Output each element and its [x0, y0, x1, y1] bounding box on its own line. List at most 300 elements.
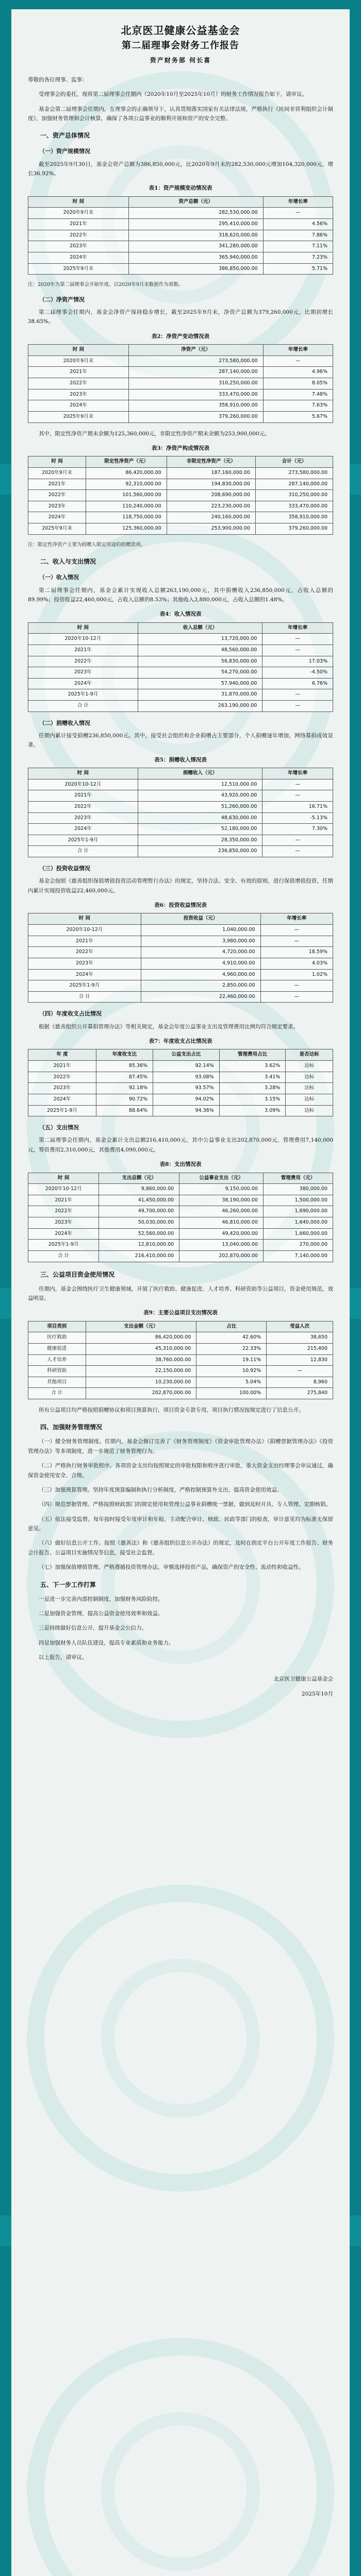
table-row	[28, 263, 333, 275]
plan-item: 三是持续做好信息公开，提升基金会公信力。	[39, 1625, 147, 1632]
data-table	[28, 622, 333, 712]
table-row	[28, 1217, 333, 1229]
table-cell: 2023年	[28, 389, 129, 400]
table-cell: 94.36%	[153, 1105, 220, 1116]
section-heading: 四、加强财务管理情况	[40, 1423, 103, 1431]
document-sheet	[11, 9, 350, 2576]
column-header: 收入总额（元）	[138, 622, 262, 634]
table-cell: 208,690,000.00	[167, 490, 255, 501]
table-cell: -4.50%	[262, 667, 333, 679]
column-header: 资产总额（元）	[128, 196, 263, 208]
table-cell: 2021年	[28, 367, 129, 378]
table-cell: 216,410,000.00	[99, 1250, 179, 1262]
table-cell: —	[262, 846, 333, 857]
table-cell: 达标	[286, 1094, 333, 1105]
table-cell: 2021年	[28, 936, 141, 947]
column-header: 年 度	[28, 1049, 96, 1061]
table-cell: 22.33%	[196, 1343, 267, 1354]
data-table	[28, 1049, 333, 1116]
table-header-row	[28, 456, 333, 468]
table-row	[28, 634, 333, 645]
table-cell: 2024年	[28, 252, 129, 263]
table-row	[28, 1061, 333, 1072]
table-cell: 2023年	[28, 1217, 99, 1229]
table-row	[28, 490, 333, 501]
table-cell: 358,910,000.00	[128, 400, 263, 412]
table-cell: 2021年	[28, 479, 86, 490]
table-cell: 2025年1-9月	[28, 835, 138, 846]
table-cell: 2020年10-12月	[28, 1184, 99, 1195]
table-cell: 54,270,000.00	[138, 667, 262, 679]
table-cell: —	[262, 701, 333, 712]
table-cell: 310,250,000.00	[256, 490, 333, 501]
column-header: 支出总额（元）	[99, 1173, 179, 1184]
table-cell: 38,760,000.00	[86, 1354, 196, 1366]
table-row	[28, 1343, 333, 1354]
table-row	[28, 1354, 333, 1366]
subsection-heading: （二）净资产情况	[39, 296, 85, 303]
table-cell: 科研资助	[28, 1366, 86, 1377]
table-row	[28, 1228, 333, 1240]
table-cell: 3,980,000.00	[141, 936, 260, 947]
column-header: 年增长率	[263, 345, 333, 356]
table-row	[28, 645, 333, 656]
table-cell: 1,660,000.00	[263, 1228, 333, 1240]
table-cell: 57,940,000.00	[138, 678, 262, 689]
table-cell: 295,410,000.00	[128, 219, 263, 230]
table-cell: 341,280,000.00	[128, 241, 263, 252]
table-cell: 48,630,000.00	[138, 812, 262, 824]
intro-paragraph: 受理事会的委托，现将第二届理事会任期内（2020年10月至2025年10月）的财务工作情况报告如下，请审议。	[39, 91, 308, 98]
table-header-row	[28, 913, 333, 925]
table-row	[28, 656, 333, 667]
column-header: 公益支出占比	[153, 1049, 220, 1061]
table-row	[28, 1206, 333, 1217]
table-cell: 2021年	[28, 645, 138, 656]
table-cell: 2024年	[28, 678, 138, 689]
table-cell: —	[262, 835, 333, 846]
section-heading: 五、下一步工作打算	[40, 1581, 96, 1588]
measure-item: （六）做好信息公开工作。按照《慈善法》和《慈善组织信息公开办法》的规定，及时在指定平台公开年度工作报告、财务会计报告、公益项目实施情况等信息，接受社会监督。	[28, 1540, 333, 1556]
subsection-heading: （二）捐赠收入情况	[39, 719, 90, 726]
body-paragraph: 其中，限定性净资产期末余额为125,360,000元，非限定性净资产期末余额为253,900,000元。	[39, 430, 270, 437]
table-note: 注：2020年为第二届理事会开始年度，以2020年9月末数据作为基数。	[28, 282, 184, 288]
table-row	[28, 208, 333, 219]
table-row	[28, 219, 333, 230]
table-cell: 2022年	[28, 490, 86, 501]
data-table	[28, 196, 333, 275]
table-row	[28, 389, 333, 400]
table-cell: 1,040,000.00	[141, 925, 260, 936]
table-row	[28, 1332, 333, 1344]
column-header: 捐赠收入（元）	[138, 768, 262, 779]
table-cell: 2025年1-9月	[28, 980, 141, 992]
table-row	[28, 378, 333, 389]
table-cell: 223,230,000.00	[167, 501, 255, 512]
table-cell: 125,360,000.00	[86, 523, 167, 535]
table-cell: 110,240,000.00	[86, 501, 167, 512]
table-cell: 5.04%	[196, 1377, 267, 1388]
body-paragraph: 所有公益项目均严格按照捐赠协议和项目预算执行，项目资金专款专用，项目执行情况按规定进行了信息公开。	[39, 1407, 304, 1414]
table-cell: 49,420,000.00	[179, 1228, 264, 1240]
table-header-row	[28, 345, 333, 356]
table-row	[28, 1377, 333, 1388]
table-cell: 43,920,000.00	[138, 790, 262, 802]
doc-title-report: 第二届理事会财务工作报告	[122, 40, 239, 51]
table-cell: 2024年	[28, 1228, 99, 1240]
table-cell: 2023年	[28, 241, 129, 252]
table-cell: 49,700,000.00	[99, 1206, 179, 1217]
column-header: 管理费用占比	[219, 1049, 286, 1061]
table-cell: 16.71%	[262, 801, 333, 812]
column-header: 时 间	[28, 622, 138, 634]
column-header: 投资收益（元）	[141, 913, 260, 925]
table-cell: 3.28%	[219, 1083, 286, 1094]
table-cell: —	[263, 355, 333, 367]
table-cell: 7,140,000.00	[263, 1250, 333, 1262]
table-cell: 2021年	[28, 1061, 96, 1072]
signature-date: 2025年10月	[301, 1690, 333, 1697]
table-row	[28, 846, 333, 857]
table-cell: 13,720,000.00	[138, 634, 262, 645]
table-cell: 人才培养	[28, 1354, 86, 1366]
table-cell: 2025年1-9月	[28, 1105, 96, 1116]
table-cell: —	[262, 634, 333, 645]
table-cell: 2025年1-9月	[28, 1240, 99, 1251]
table-cell: 202,870,000.00	[179, 1250, 264, 1262]
column-header: 时 间	[28, 913, 141, 925]
table-row	[28, 1366, 333, 1377]
table-cell: 2022年	[28, 1072, 96, 1083]
column-header: 时 间	[28, 345, 129, 356]
subsection-heading: （四）年度收支占比情况	[39, 1010, 102, 1018]
table-row	[28, 969, 333, 980]
watermark-logo	[27, 1885, 334, 2192]
column-header: 年增长率	[262, 622, 333, 634]
table-note: 注：限定性净资产主要为捐赠人限定用途的捐赠款项。	[28, 541, 146, 548]
table-row	[28, 801, 333, 812]
table-row	[28, 1105, 333, 1116]
table-cell: 236,850,000.00	[138, 846, 262, 857]
table-cell: 12,830	[267, 1354, 333, 1366]
column-header: 管理费用（元）	[263, 1173, 333, 1184]
table-cell: 4,720,000.00	[141, 947, 260, 958]
table-cell: 2022年	[28, 801, 138, 812]
table-cell: 38,190,000.00	[179, 1195, 264, 1206]
body-paragraph: 第二届理事会任期内，基金会累计支出总额216,410,000元，其中公益事业支出202,870,000元，管理费用7,140,000元，筹资费用2,310,000元，其他费用4,090,000元。	[28, 1137, 333, 1153]
table-row	[28, 1083, 333, 1094]
table-caption: 表1：资产规模变动情况表	[149, 185, 212, 192]
table-cell: 2024年	[28, 824, 138, 835]
doc-author: 资产财务部 何长喜	[150, 56, 211, 64]
table-cell: 100.00%	[196, 1388, 267, 1399]
table-cell: 263,190,000.00	[138, 701, 262, 712]
table-row	[28, 925, 333, 936]
table-row	[28, 689, 333, 701]
column-header: 年增长率	[262, 768, 333, 779]
table-cell: 42.60%	[196, 1332, 267, 1344]
table-caption: 表9：主要公益项目支出情况表	[143, 1310, 218, 1316]
table-cell: 8,960	[267, 1377, 333, 1388]
table-cell: 2020年10-12月	[28, 925, 141, 936]
body-paragraph: 截至2025年9月30日，基金会资产总额为386,850,000元，比2020年9月末的282,530,000元增加104,320,000元，增长36.92%。	[28, 161, 333, 177]
table-cell: —	[267, 1366, 333, 1377]
table-cell: 4,910,000.00	[141, 958, 260, 969]
table-cell: 2025年1-9月	[28, 689, 138, 701]
table-cell: 7.23%	[263, 252, 333, 263]
table-cell: 12,510,000.00	[138, 779, 262, 790]
column-header: 支出金额（元）	[86, 1321, 196, 1332]
table-row	[28, 1195, 333, 1206]
table-row	[28, 1240, 333, 1251]
table-cell: 118,750,000.00	[86, 512, 167, 523]
table-cell: 3.09%	[219, 1105, 286, 1116]
table-cell: 合 计	[28, 1388, 86, 1399]
column-header: 是否达标	[286, 1049, 333, 1061]
table-cell: 52,180,000.00	[138, 824, 262, 835]
signature-org: 北京医卫健康公益基金会	[273, 1676, 333, 1683]
table-cell: 5.71%	[263, 263, 333, 275]
table-cell: 310,250,000.00	[128, 378, 263, 389]
table-cell: 2020年9月末	[28, 208, 129, 219]
table-cell: 202,870,000.00	[86, 1388, 196, 1399]
table-cell: 92,310,000.00	[86, 479, 167, 490]
table-cell: —	[262, 689, 333, 701]
table-cell: 达标	[286, 1083, 333, 1094]
table-cell: 22,150,000.00	[86, 1366, 196, 1377]
table-cell: 85.36%	[96, 1061, 153, 1072]
closing-line: 以上报告，请审议。	[39, 1654, 88, 1661]
table-cell: 93.57%	[153, 1083, 220, 1094]
table-cell: 2020年10-12月	[28, 779, 138, 790]
measure-item: （七）加强保值增值管理。严格遵循投资管理办法，审慎选择投资产品，确保资产的安全性、流动性和收益性。	[39, 1564, 304, 1571]
table-row	[28, 958, 333, 969]
table-cell: 2,850,000.00	[141, 980, 260, 992]
table-cell: 253,900,000.00	[167, 523, 255, 535]
table-row	[28, 678, 333, 689]
table-cell: 88.64%	[96, 1105, 153, 1116]
table-cell: 6.76%	[262, 678, 333, 689]
table-cell: 4,960,000.00	[141, 969, 260, 980]
table-cell: 2021年	[28, 790, 138, 802]
subsection-heading: （三）投资收益情况	[39, 865, 90, 872]
table-cell: 2022年	[28, 656, 138, 667]
table-header-row	[28, 1049, 333, 1061]
data-table	[28, 768, 333, 857]
table-row	[28, 411, 333, 422]
table-cell: 90.72%	[96, 1094, 153, 1105]
column-header: 时 间	[28, 768, 138, 779]
table-cell: 健康促进	[28, 1343, 86, 1354]
table-cell: 46,260,000.00	[179, 1206, 264, 1217]
table-cell: 7.30%	[262, 824, 333, 835]
table-cell: 52,560,000.00	[99, 1228, 179, 1240]
table-cell: 2024年	[28, 512, 86, 523]
table-caption: 表8：支出情况表	[159, 1161, 202, 1168]
table-cell: 2022年	[28, 947, 141, 958]
table-row	[28, 523, 333, 535]
table-cell: 2020年10-12月	[28, 634, 138, 645]
table-caption: 表5：捐赠收入情况表	[154, 756, 207, 763]
section-heading: 一、资产总体情况	[40, 132, 90, 140]
table-row	[28, 1250, 333, 1262]
table-cell: 13,040,000.00	[179, 1240, 264, 1251]
table-cell: 318,620,000.00	[128, 230, 263, 241]
table-caption: 表4：收入情况表	[159, 611, 202, 618]
table-cell: 7.11%	[263, 241, 333, 252]
intro-paragraph: 基金会第二届理事会任期内，在理事会的正确领导下，认真贯彻落实国家有关法律法规，严格执行《民间非营利组织会计制度》，加强财务管理和会计核算，确保了各项公益事业的顺利开展和资产的安全完整。	[28, 106, 333, 122]
table-caption: 表7：年度收支占比情况表	[149, 1038, 212, 1045]
table-cell: 2020年9月末	[28, 355, 129, 367]
column-header: 净资产（元）	[128, 345, 263, 356]
table-row	[28, 512, 333, 523]
table-cell: 8.05%	[263, 378, 333, 389]
subsection-heading: （一）资产规模情况	[39, 148, 90, 155]
table-cell: 合 计	[28, 701, 138, 712]
column-header: 年度收支比	[96, 1049, 153, 1061]
table-row	[28, 701, 333, 712]
table-cell: -5.13%	[262, 812, 333, 824]
table-cell: 56,830,000.00	[138, 656, 262, 667]
table-cell: —	[260, 991, 333, 1003]
column-header: 时 间	[28, 1173, 99, 1184]
table-row	[28, 252, 333, 263]
table-cell: 92.18%	[96, 1083, 153, 1094]
table-row	[28, 991, 333, 1003]
table-row	[28, 779, 333, 790]
table-cell: 93.08%	[153, 1072, 220, 1083]
table-row	[28, 1094, 333, 1105]
table-row	[28, 812, 333, 824]
table-cell: 19.11%	[196, 1354, 267, 1366]
table-row	[28, 980, 333, 992]
table-cell: 380,000.00	[263, 1184, 333, 1195]
table-cell: 2024年	[28, 969, 141, 980]
table-cell: 2023年	[28, 958, 141, 969]
table-caption: 表2：净资产变动情况表	[151, 333, 210, 340]
table-row	[28, 367, 333, 378]
table-cell: 7.48%	[263, 389, 333, 400]
table-cell: 2024年	[28, 1094, 96, 1105]
table-cell: 187,160,000.00	[167, 467, 255, 479]
table-cell: 10,230,000.00	[86, 1377, 196, 1388]
section-heading: 二、收入与支出情况	[40, 558, 96, 566]
table-cell: 273,580,000.00	[256, 467, 333, 479]
table-header-row	[28, 196, 333, 208]
measure-item: （二）严格执行财务审批程序。各项资金支出均按照规定的审批权限和程序进行审批，重大资金支出经理事会审议通过，确保资金使用安全、合规。	[28, 1463, 333, 1479]
column-header: 年增长率	[263, 196, 333, 208]
table-cell: 2024年	[28, 400, 129, 412]
table-cell: 48,560,000.00	[138, 645, 262, 656]
column-header: 项目类别	[28, 1321, 86, 1332]
column-header: 年增长率	[260, 913, 333, 925]
table-cell: 达标	[286, 1072, 333, 1083]
table-cell: 1,500,000.00	[263, 1195, 333, 1206]
table-cell: 1,690,000.00	[263, 1206, 333, 1217]
subsection-heading: （一）收入情况	[39, 574, 79, 581]
section-heading: 三、公益项目资金使用情况	[40, 1270, 115, 1278]
table-cell: —	[260, 925, 333, 936]
data-table	[28, 456, 333, 534]
table-cell: 7.86%	[263, 230, 333, 241]
table-cell: 合 计	[28, 1250, 99, 1262]
plan-item: 一是进一步完善内部控制制度，加强财务风险防控。	[39, 1596, 163, 1602]
table-cell: 365,940,000.00	[128, 252, 263, 263]
table-cell: 7.63%	[263, 400, 333, 412]
table-cell: 9,860,000.00	[99, 1184, 179, 1195]
table-cell: 22,460,000.00	[141, 991, 260, 1003]
table-cell: 94.02%	[153, 1094, 220, 1105]
table-cell: 2023年	[28, 667, 138, 679]
table-cell: 87.45%	[96, 1072, 153, 1083]
table-cell: 4.56%	[263, 219, 333, 230]
salutation: 尊敬的各位理事、监事：	[28, 76, 88, 83]
body-paragraph: 任期内累计接受捐赠236,850,000元。其中，接受社会组织和企业捐赠占主要部分，个人捐赠逐年增加，网络募捐成效显著。	[28, 732, 333, 749]
table-cell: 5.67%	[263, 411, 333, 422]
table-cell: 2022年	[28, 230, 129, 241]
table-cell: 2023年	[28, 501, 86, 512]
table-cell: —	[260, 980, 333, 992]
table-header-row	[28, 768, 333, 779]
table-cell: 2023年	[28, 812, 138, 824]
table-cell: 86,420,000.00	[86, 1332, 196, 1344]
table-cell: 3.62%	[219, 1061, 286, 1072]
body-paragraph: 第二届理事会任期内，基金会累计实现收入总额263,190,000元，其中捐赠收入236,850,000元，占收入总额的89.99%；投资收益22,460,000元，占收入总额的8.53%；其他收入3,880,000元，占收入总额的1.48%。	[28, 587, 333, 603]
table-cell: 其他项目	[28, 1377, 86, 1388]
table-cell: 12,810,000.00	[99, 1240, 179, 1251]
plan-item: 四是加强财务人员队伍建设，提高专业素质和业务能力。	[39, 1639, 174, 1646]
column-header: 非限定性净资产（元）	[167, 456, 255, 468]
table-cell: 2021年	[28, 1195, 99, 1206]
table-cell: 3.15%	[219, 1094, 286, 1105]
table-cell: 31,870,000.00	[138, 689, 262, 701]
table-cell: 10.92%	[196, 1366, 267, 1377]
table-row	[28, 1184, 333, 1195]
table-cell: 合 计	[28, 991, 141, 1003]
table-cell: 达标	[286, 1105, 333, 1116]
body-paragraph: 任期内，基金会围绕医疗卫生健康领域，开展了医疗救助、健康促进、人才培养、科研资助等公益项目，资金使用规范，效益明显。	[28, 1285, 333, 1301]
table-cell: 379,260,000.00	[256, 523, 333, 535]
table-cell: 医疗救助	[28, 1332, 86, 1344]
measure-item: （一）健全财务管理制度。任期内，基金会修订完善了《财务管理制度》《资金审批管理办法》《捐赠票据管理办法》《投资管理办法》等多项制度，进一步规范了财务管理行为。	[28, 1438, 333, 1454]
table-cell: 273,580,000.00	[128, 355, 263, 367]
table-cell: 379,260,000.00	[128, 411, 263, 422]
table-cell: —	[262, 645, 333, 656]
table-row	[28, 467, 333, 479]
data-table	[28, 1321, 333, 1399]
table-cell: 333,470,000.00	[128, 389, 263, 400]
table-cell: 18.59%	[260, 947, 333, 958]
table-cell: 101,560,000.00	[86, 490, 167, 501]
table-header-row	[28, 1321, 333, 1332]
table-row	[28, 355, 333, 367]
table-header-row	[28, 622, 333, 634]
table-cell: 2022年	[28, 378, 129, 389]
table-cell: 17.03%	[262, 656, 333, 667]
table-cell: 1,640,000.00	[263, 1217, 333, 1229]
table-cell: 合 计	[28, 846, 138, 857]
column-header: 时 间	[28, 196, 129, 208]
table-cell: 215,400	[267, 1343, 333, 1354]
table-caption: 表6：投资收益情况表	[154, 902, 207, 909]
table-cell: 2020年9月末	[28, 467, 86, 479]
table-cell: —	[263, 208, 333, 219]
document-content	[11, 9, 350, 1724]
measure-item: （四）规范票据管理。严格按照财政部门的规定使用和管理公益事业捐赠统一票据，做到及时开具、专人管理、定期核销。	[39, 1501, 331, 1508]
table-cell: 45,310,000.00	[86, 1343, 196, 1354]
table-cell: 358,910,000.00	[256, 512, 333, 523]
body-paragraph: 根据《慈善组织公开募捐管理办法》等相关规定，基金会年度公益事业支出及管理费用比例均符合规定要求。	[39, 1023, 299, 1030]
